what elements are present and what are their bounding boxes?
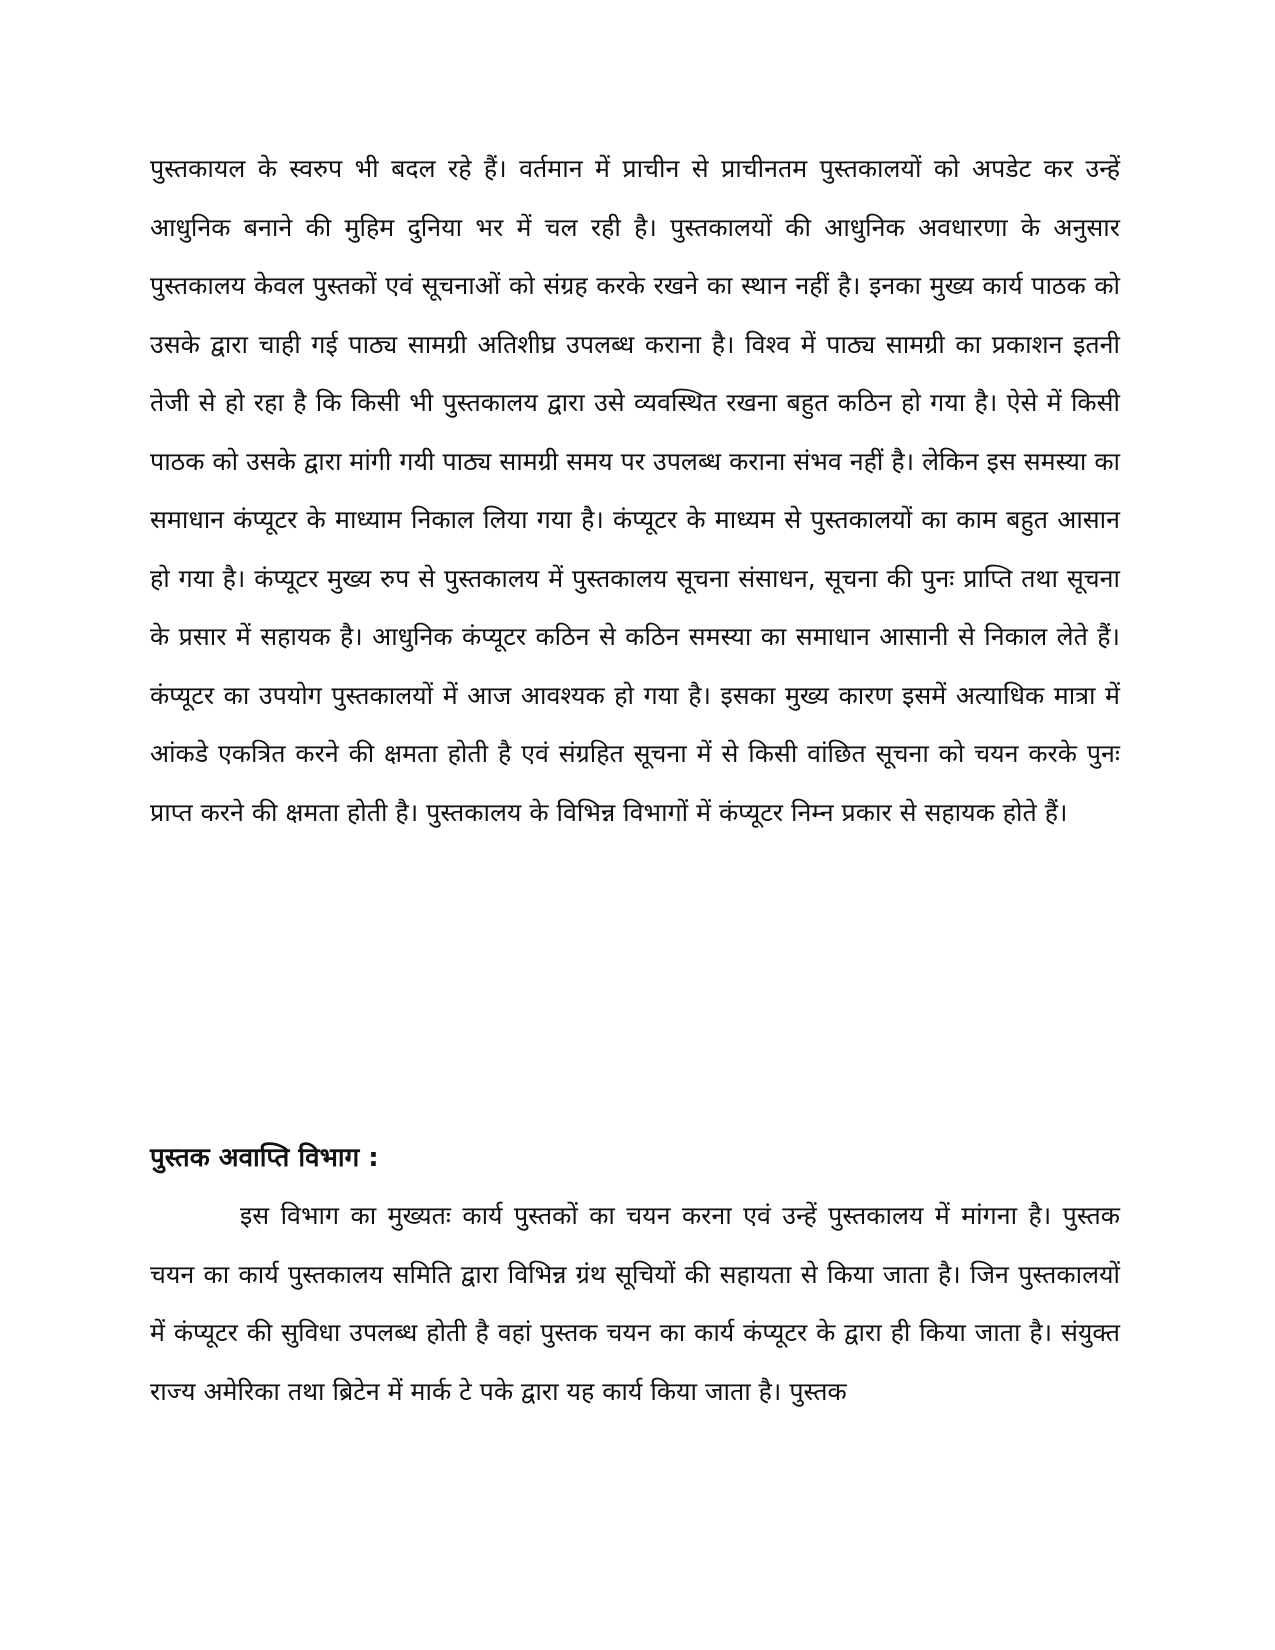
body-paragraph: पुस्तकायल के स्वरुप भी बदल रहे हैं। वर्तमान में प्राचीन से प्राचीनतम पुस्तकालयों को अपडेट कर उन्हें आधुनिक बनाने की मुहिम दुनिया भर में चल रही है। पुस्तकालयों की आधुनिक अवधारणा के अनुसार पुस्तकालय केवल पुस्तकों एवं सूचनाओं को संग्रह करके रखने का स्थान नहीं है। इनका मुख्य कार्य पाठक को उसके द्वारा चाही गई पाठ्य सामग्री अतिशीघ्र उपलब्ध कराना है। विश्व में पाठ्य सामग्री का प्रकाशन इतनी तेजी से हो रहा है कि किसी भी पुस्तकालय द्वारा उसे व्यवस्थित रखना बहुत कठिन हो गया है। ऐसे में किसी पाठक को उसके द्वारा मांगी गयी पाठ्य सामग्री समय पर उपलब्ध कराना संभव नहीं है। लेकिन इस समस्या का समाधान कंप्यूटर के माध्याम निकाल लिया गया है। कंप्यूटर के माध्यम से पुस्तकालयों का काम बहुत आसान हो गया है। कंप्यूटर मुख्य रुप से पुस्तकालय में पुस्तकालय सूचना संसाधन, सूचना की पुनः प्राप्ति तथा सूचना के प्रसार में सहायक है। आधुनिक कंप्यूटर कठिन से कठिन समस्या का समाधान आसानी से निकाल लेते हैं। कंप्यूटर का उपयोग पुस्तकालयों में आज आवश्यक हो गया है। इसका मुख्य कारण इसमें अत्याधिक मात्रा में आंकडे एकत्रित करने की क्षमता होती है एवं संग्रहित सूचना में से किसी वांछित सूचना को चयन करके पुनः प्राप्त करने की क्षमता होती है। पुस्तकालय के विभिन्न विभागों में कंप्यूटर निम्न प्रकार से सहायक होते हैं। — [150, 154, 1120, 827]
section-heading: पुस्तक अवाप्ति विभाग : — [150, 1143, 379, 1173]
section-paragraph: इस विभाग का मुख्यतः कार्य पुस्तकों का चयन करना एवं उन्हें पुस्तकालय में मांगना है। पुस्तक चयन का कार्य पुस्तकालय समिति द्वारा विभिन्न ग्रंथ सूचियों की सहायता से किया जाता है। जिन पुस्तकालयों में कंप्यूटर की सुविधा उपलब्ध होती है वहां पुस्तक चयन का कार्य कंप्यूटर के द्वारा ही किया जाता है। संयुक्त राज्य अमेरिका तथा ब्रिटेन में मार्क टे पके द्वारा यह कार्य किया जाता है। पुस्तक — [150, 1201, 1120, 1406]
